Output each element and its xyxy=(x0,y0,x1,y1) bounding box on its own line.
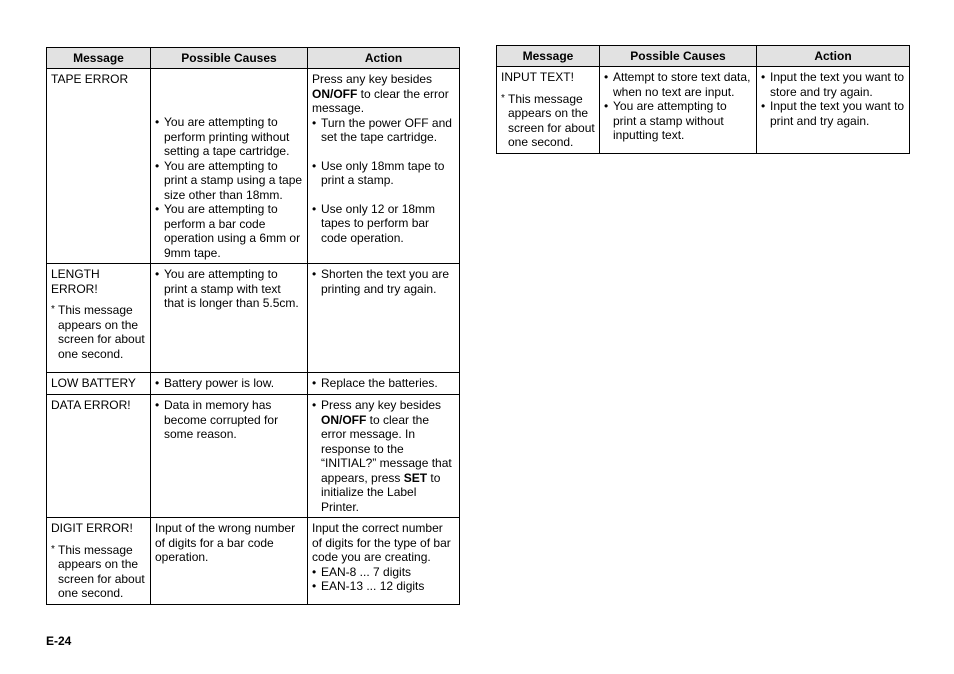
table-row-digit-error xyxy=(47,518,460,605)
action-text: to clear the error message. In response to the “INITIAL?” message that appears, press xyxy=(321,412,452,485)
action-cell xyxy=(757,67,910,154)
table-row-data-error xyxy=(47,395,460,518)
list-item: • Replace the batteries. xyxy=(312,376,455,391)
causes-cell xyxy=(151,395,308,518)
action-cell xyxy=(308,373,460,395)
action-text: Press any key besides xyxy=(312,72,433,86)
key-name: ON/OFF xyxy=(321,412,367,427)
note xyxy=(51,543,146,601)
message-cell xyxy=(47,264,151,373)
note-marker: * xyxy=(51,304,55,315)
error-table-left xyxy=(46,47,460,605)
table-row-length-error xyxy=(47,264,460,373)
message-cell: TAPE ERROR xyxy=(47,69,151,264)
table-row-input-text xyxy=(497,67,910,154)
list-item: • You are attempting to perform a bar code operation using a 6mm or 9mm tape. xyxy=(155,202,303,260)
header-possible-causes: Possible Causes xyxy=(600,46,757,67)
header-message: Message xyxy=(47,48,151,69)
list-item: • Input the text you want to store and try again. xyxy=(761,70,905,99)
list-item: • EAN-8 ... 7 digits xyxy=(312,565,455,580)
action-cell xyxy=(308,395,460,518)
list-item: • Turn the power OFF and set the tape cartridge. xyxy=(312,116,455,145)
key-name: SET xyxy=(403,470,428,485)
action-text: Press any key besides xyxy=(321,398,442,412)
list-item: • Attempt to store text data, when no text are input. xyxy=(604,70,752,99)
table-header-row xyxy=(497,46,910,67)
list-item: • EAN-13 ... 12 digits xyxy=(312,579,455,594)
key-name: ON/OFF xyxy=(312,86,358,101)
list-item: • You are attempting to print a stamp without inputting text. xyxy=(604,99,752,143)
action-intro xyxy=(312,72,455,116)
list-item: • You are attempting to print a stamp with text that is longer than 5.5cm. xyxy=(155,267,303,311)
note-text: This message appears on the screen for about one second. xyxy=(58,303,145,361)
action-cell xyxy=(308,69,460,264)
list-item: • Battery power is low. xyxy=(155,376,303,391)
action-text: to clear the error message. xyxy=(312,86,449,115)
error-table-right xyxy=(496,45,910,154)
message-text: LENGTH ERROR! xyxy=(51,267,100,296)
list-item: • You are attempting to perform printing without setting a tape cartridge. xyxy=(155,115,303,159)
action-cell xyxy=(308,264,460,373)
table-row-low-battery xyxy=(47,373,460,395)
message-text: INPUT TEXT! xyxy=(501,70,574,84)
action-text: to initialize the Label Printer. xyxy=(321,470,441,514)
message-cell: LOW BATTERY xyxy=(47,373,151,395)
header-action: Action xyxy=(308,48,460,69)
message-text: DIGIT ERROR! xyxy=(51,521,133,535)
list-item: • Data in memory has become corrupted for some reason. xyxy=(155,398,303,442)
causes-cell xyxy=(151,373,308,395)
list-item: • You are attempting to print a stamp using a tape size other than 18mm. xyxy=(155,159,303,203)
note xyxy=(51,303,146,361)
message-cell xyxy=(47,518,151,605)
header-possible-causes: Possible Causes xyxy=(151,48,308,69)
note-text: This message appears on the screen for about one second. xyxy=(508,91,595,149)
list-item: • Use only 12 or 18mm tapes to perform bar code operation. xyxy=(312,202,455,246)
header-message: Message xyxy=(497,46,600,67)
table-header-row xyxy=(47,48,460,69)
causes-cell xyxy=(151,264,308,373)
note-marker: * xyxy=(501,92,505,104)
page-number: E-24 xyxy=(46,634,72,648)
list-item: • Use only 18mm tape to print a stamp. xyxy=(312,159,455,188)
note-marker: * xyxy=(51,543,55,555)
causes-cell: Input of the wrong number of digits for a bar code operation. xyxy=(151,518,308,605)
action-text: Input the correct number of digits for the type of bar code you are creating. xyxy=(312,521,451,564)
action-cell xyxy=(308,518,460,605)
header-action: Action xyxy=(757,46,910,67)
note xyxy=(501,92,595,150)
list-item xyxy=(312,398,455,514)
causes-cell xyxy=(151,69,308,264)
list-item: • Input the text you want to print and try again. xyxy=(761,99,905,128)
list-item: • Shorten the text you are printing and try again. xyxy=(312,267,455,296)
message-cell: DATA ERROR! xyxy=(47,395,151,518)
table-row-tape-error xyxy=(47,69,460,264)
message-cell xyxy=(497,67,600,154)
causes-cell xyxy=(600,67,757,154)
note-text: This message appears on the screen for about one second. xyxy=(58,542,145,600)
